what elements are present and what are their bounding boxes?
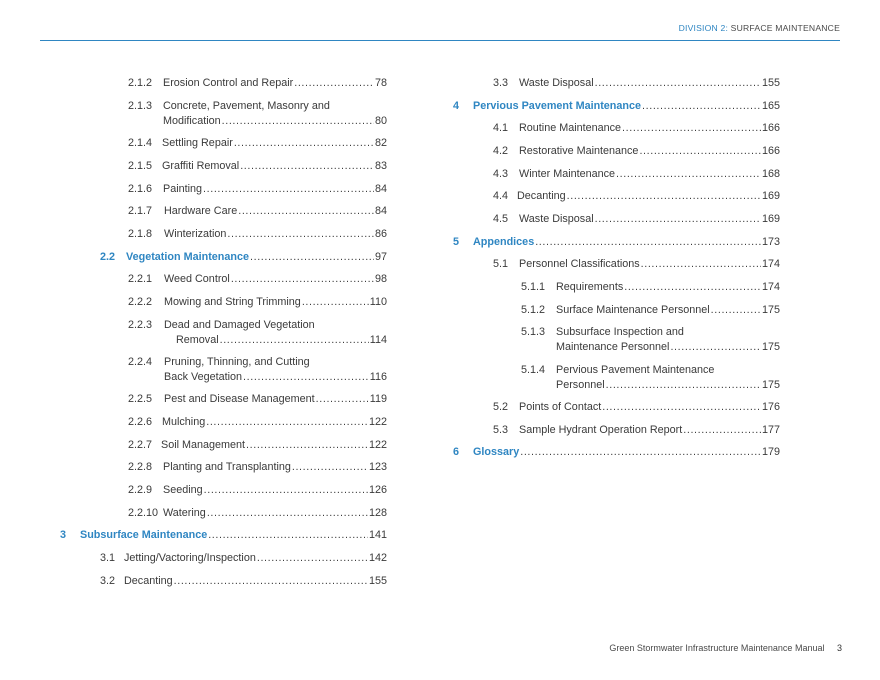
running-header [679,23,840,33]
toc-leader-dots [246,438,368,453]
toc-section-subsurface-maintenance[interactable] [60,528,387,543]
toc-entry[interactable] [493,189,780,204]
toc-entry-page: 116 [369,371,387,383]
toc-entry-number: 5.1.2 [521,304,546,316]
toc-entry-title: Routine Maintenance [519,122,622,134]
toc-entry-title: Settling Repair [162,137,233,149]
toc-leader-dots [204,483,368,498]
toc-leader-dots [316,392,369,407]
toc-entry-number: 4.4 [493,190,509,202]
toc-entry-number: 3.1 [100,552,116,564]
toc-leader-dots [238,204,374,219]
toc-entry-title: Subsurface Inspection and [556,326,684,338]
toc-leader-dots [641,257,761,272]
toc-entry-title: Mowing and String Trimming [164,296,301,308]
toc-entry-title: Seeding [163,484,203,496]
toc-entry[interactable] [493,400,780,415]
toc-entry[interactable] [128,204,387,219]
toc-entry-title: Jetting/Vactoring/Inspection [124,552,256,564]
toc-entry-page: 122 [368,439,387,451]
toc-entry-title: Planting and Transplanting [163,461,291,473]
toc-entry-title: Erosion Control and Repair [163,77,294,89]
toc-entry-page: 119 [369,393,387,405]
toc-entry-number: 2.2.2 [128,296,153,308]
toc-leader-dots [535,235,761,250]
toc-entry-title: Decanting [124,575,173,587]
toc-entry-page: 179 [761,446,780,458]
toc-entry-page: 166 [761,122,780,134]
toc-leader-dots [207,506,368,521]
toc-entry-title: Dead and Damaged Vegetation [164,319,315,331]
toc-leader-dots [639,144,761,159]
toc-entry-title: Requirements [556,281,624,293]
header-section: SURFACE MAINTENANCE [730,23,840,33]
toc-leader-dots [208,528,368,543]
toc-leader-dots [292,460,368,475]
toc-entry-page: 174 [761,258,780,270]
toc-entry-page: 142 [368,552,387,564]
toc-entry[interactable] [100,551,387,566]
toc-leader-dots [257,551,368,566]
toc-leader-dots [231,272,374,287]
toc-entry-number: 2.2.10 [128,507,159,519]
toc-entry[interactable] [128,99,387,129]
toc-leader-dots [250,250,374,265]
toc-entry-number: 5.1 [493,258,509,270]
toc-entry-title: Personnel Classifications [519,258,640,270]
toc-entry-title: Watering [163,507,206,519]
toc-entry[interactable] [128,227,387,242]
toc-entry-number: 2.2.5 [128,393,153,405]
toc-entry-title: Points of Contact [519,401,602,413]
toc-entry-page: 126 [368,484,387,496]
toc-entry[interactable] [128,272,387,287]
toc-entry[interactable] [493,212,780,227]
toc-entry[interactable] [128,159,387,174]
toc-entry-title: Appendices [473,236,535,248]
toc-entry[interactable] [521,363,780,393]
toc-entry[interactable] [128,506,387,521]
toc-leader-dots [220,333,369,348]
toc-entry-title: Concrete, Pavement, Masonry and [163,100,330,112]
toc-entry-title: Graffiti Removal [162,160,240,172]
toc-leader-dots [595,76,761,91]
toc-entry-number: 2.1.3 [128,100,153,112]
toc-entry-title: Soil Management [161,439,246,451]
toc-entry-title: Surface Maintenance Personnel [556,304,710,316]
toc-entry-number: 5.1.3 [521,326,546,338]
toc-section-vegetation-maintenance[interactable] [100,250,387,265]
toc-entry[interactable] [128,295,387,310]
toc-leader-dots [670,340,761,355]
toc-entry-page: 141 [368,529,387,541]
toc-leader-dots [222,114,374,129]
toc-entry-number: 2.2.6 [128,416,153,428]
toc-section-pervious-pavement-maintenance[interactable] [453,99,780,114]
toc-entry-number: 2.2.7 [128,439,153,451]
toc-entry-title: Mulching [162,416,206,428]
toc-entry[interactable] [100,574,387,589]
toc-entry-title: Waste Disposal [519,213,594,225]
toc-entry-title: Pervious Pavement Maintenance [556,364,715,376]
toc-entry-page: 175 [761,304,780,316]
toc-entry-title: Winter Maintenance [519,168,616,180]
toc-entry-page: 176 [761,401,780,413]
toc-leader-dots [203,182,374,197]
running-footer [609,643,842,653]
toc-leader-dots [642,99,761,114]
toc-entry-title: Winterization [164,228,227,240]
toc-entry-title: Sample Hydrant Operation Report [519,424,683,436]
toc-entry-title: Hardware Care [164,205,238,217]
toc-entry-page: 155 [368,575,387,587]
toc-entry[interactable] [128,392,387,407]
toc-entry-page: 97 [374,251,387,263]
footer-manual-title: Green Stormwater Infrastructure Maintenance Manual [609,643,825,653]
toc-entry-page: 155 [761,77,780,89]
toc-entry-page: 78 [374,77,387,89]
toc-entry[interactable] [128,415,387,430]
toc-entry-number: 6 [453,446,460,458]
toc-entry[interactable] [493,76,780,91]
toc-entry[interactable] [493,257,780,272]
toc-entry[interactable] [128,438,387,453]
toc-leader-dots [302,295,369,310]
toc-entry-page: 84 [374,205,387,217]
toc-entry[interactable] [521,303,780,318]
toc-entry-number: 5.3 [493,424,509,436]
toc-entry-number: 3.2 [100,575,116,587]
toc-leader-dots [602,400,761,415]
toc-entry-page: 83 [374,160,387,172]
toc-entry-number: 2.2.9 [128,484,153,496]
toc-entry-number: 2.1.6 [128,183,153,195]
toc-entry-number: 2.1.7 [128,205,153,217]
toc-leader-dots [606,378,761,393]
toc-entry-number: 3 [60,529,67,541]
toc-entry-number: 5 [453,236,460,248]
toc-entry[interactable] [128,136,387,151]
toc-leader-dots [206,415,368,430]
toc-entry-page: 175 [761,379,780,391]
header-division: DIVISION 2: [678,23,729,33]
toc-entry[interactable] [493,167,780,182]
toc-section-glossary[interactable] [453,445,780,460]
toc-entry-title: Restorative Maintenance [519,145,639,157]
toc-entry-number: 5.1.1 [521,281,546,293]
toc-entry-number: 4.1 [493,122,509,134]
toc-entry-page: 84 [374,183,387,195]
toc-entry-page: 82 [374,137,387,149]
toc-entry-page: 166 [761,145,780,157]
toc-entry-number: 5.1.4 [521,364,546,376]
toc-entry-number: 4.3 [493,168,509,180]
toc-leader-dots [240,159,374,174]
toc-leader-dots [174,574,368,589]
toc-entry-title-continued: Modification [163,115,221,127]
toc-entry-page: 110 [369,296,387,308]
toc-entry-number: 2.1.8 [128,228,153,240]
toc-entry-number: 2.2.3 [128,319,153,331]
toc-section-appendices[interactable] [453,235,780,250]
header-rule [40,40,840,41]
toc-entry-number: 2.1.5 [128,160,153,172]
toc-leader-dots [227,227,374,242]
toc-entry-title-continued: Personnel [556,379,605,391]
toc-entry-number: 2.2.1 [128,273,153,285]
toc-leader-dots [234,136,374,151]
toc-entry-page: 173 [761,236,780,248]
toc-entry-page: 98 [374,273,387,285]
toc-entry-page: 80 [374,115,387,127]
toc-leader-dots [683,423,761,438]
toc-entry[interactable] [128,483,387,498]
toc-entry-page: 122 [368,416,387,428]
toc-entry-title-continued: Maintenance Personnel [556,341,670,353]
toc-entry-title: Vegetation Maintenance [126,251,249,263]
toc-entry-page: 123 [368,461,387,473]
toc-entry-number: 2.2.8 [128,461,153,473]
toc-leader-dots [567,189,761,204]
toc-leader-dots [616,167,761,182]
toc-entry-title: Subsurface Maintenance [80,529,208,541]
toc-entry-page: 165 [761,100,780,112]
toc-entry[interactable] [493,144,780,159]
toc-entry-page: 114 [369,334,387,346]
toc-entry-page: 169 [761,213,780,225]
toc-leader-dots [624,280,761,295]
toc-entry-number: 2.1.2 [128,77,153,89]
toc-entry-title: Pest and Disease Management [164,393,315,405]
toc-entry-title: Weed Control [164,273,230,285]
toc-entry-title: Pervious Pavement Maintenance [473,100,642,112]
toc-entry-title: Decanting [517,190,566,202]
toc-entry[interactable] [128,76,387,91]
toc-entry-page: 169 [761,190,780,202]
toc-entry-page: 174 [761,281,780,293]
toc-entry-title: Pruning, Thinning, and Cutting [164,356,310,368]
toc-entry-number: 5.2 [493,401,509,413]
toc-entry[interactable] [493,121,780,136]
toc-leader-dots [595,212,761,227]
toc-entry-page: 175 [761,341,780,353]
toc-leader-dots [520,445,761,460]
toc-entry-title: Glossary [473,446,520,458]
toc-entry-title: Painting [163,183,203,195]
toc-entry-number: 2.2 [100,251,116,263]
footer-page-number: 3 [836,643,842,653]
toc-entry-number: 2.2.4 [128,356,153,368]
toc-entry[interactable] [521,280,780,295]
toc-leader-dots [294,76,374,91]
toc-entry[interactable] [128,318,387,348]
toc-entry-page: 86 [374,228,387,240]
toc-entry-number: 4 [453,100,460,112]
toc-leader-dots [243,370,369,385]
toc-entry[interactable] [521,325,780,355]
toc-entry[interactable] [128,182,387,197]
toc-leader-dots [711,303,761,318]
toc-entry-page: 128 [368,507,387,519]
toc-entry[interactable] [493,423,780,438]
toc-entry-title-continued: Removal [176,334,219,346]
toc-entry-title-continued: Back Vegetation [164,371,243,383]
toc-entry[interactable] [128,355,387,385]
toc-entry[interactable] [128,460,387,475]
toc-entry-number: 4.2 [493,145,509,157]
toc-leader-dots [622,121,761,136]
toc-entry-page: 177 [761,424,780,436]
toc-entry-page: 168 [761,168,780,180]
toc-entry-number: 3.3 [493,77,509,89]
toc-entry-number: 4.5 [493,213,509,225]
toc-entry-number: 2.1.4 [128,137,153,149]
toc-entry-title: Waste Disposal [519,77,594,89]
